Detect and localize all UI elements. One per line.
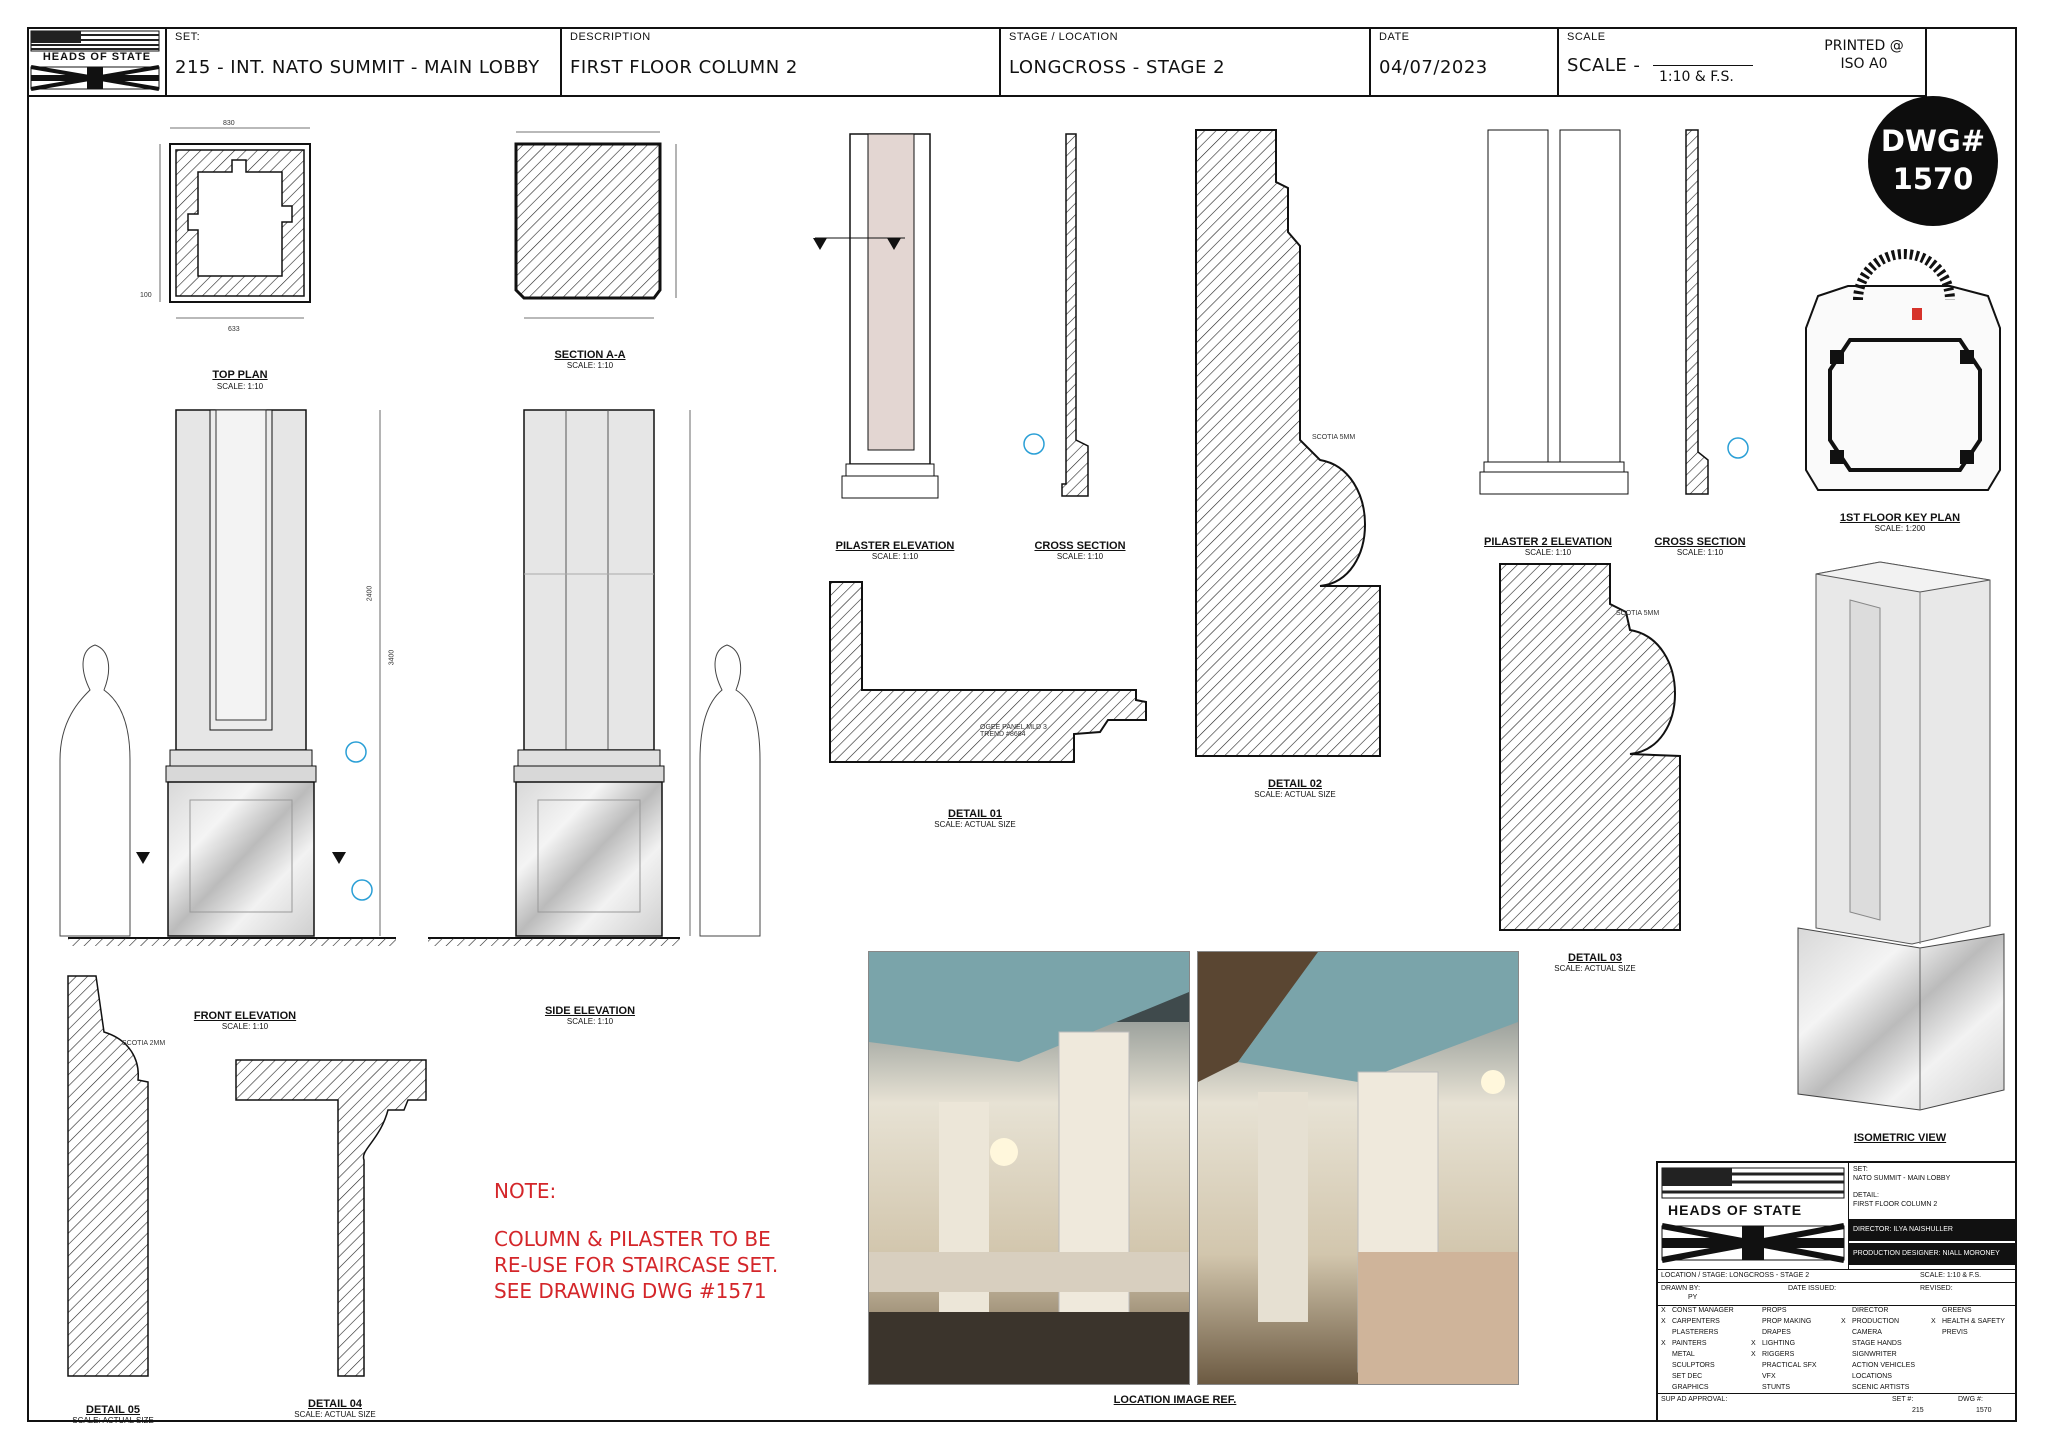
badge-line-1: DWG# [1880, 124, 1986, 158]
tb-date-issued: DATE ISSUED: [1788, 1285, 1837, 1292]
tb-dept-mark: X [1751, 1351, 1756, 1358]
scotia-callout-3: SCOTIA 2MM [122, 1040, 166, 1047]
tb-dwg-caption: DWG #: [1958, 1396, 1983, 1403]
key-plan-label: 1ST FLOOR KEY PLAN [1839, 512, 1961, 524]
cross-section-1-drawing [1024, 134, 1088, 496]
dim-830: 830 [223, 120, 235, 127]
scale-value: SCALE - [1567, 55, 1641, 76]
detail-05-scale: SCALE: ACTUAL SIZE [72, 1416, 154, 1425]
key-plan-scale: SCALE: 1:200 [1874, 524, 1926, 533]
note-block [494, 1178, 778, 1304]
dim-2400: 2400 [366, 585, 374, 602]
cross-section-2-scale: SCALE: 1:10 [1676, 548, 1724, 557]
tb-detail-value: FIRST FLOOR COLUMN 2 [1853, 1201, 1938, 1208]
tb-dept-label: STAGE HANDS [1852, 1340, 1902, 1347]
tb-dept-label: SET DEC [1672, 1373, 1703, 1380]
tb-set-caption: SET: [1853, 1166, 1868, 1173]
stage-value: LONGCROSS - STAGE 2 [1009, 57, 1226, 78]
tb-dept-label: PRACTICAL SFX [1762, 1362, 1817, 1369]
front-elevation-label: FRONT ELEVATION [193, 1010, 297, 1022]
note-title: NOTE: [494, 1179, 557, 1203]
tb-dept-label: LOCATIONS [1852, 1373, 1892, 1380]
pilaster-2-elevation-drawing [1480, 130, 1628, 494]
cross-section-1-label: CROSS SECTION [1034, 540, 1126, 552]
tb-designer: PRODUCTION DESIGNER: NIALL MORONEY [1849, 1243, 2015, 1265]
tb-dept-label: PLASTERERS [1672, 1329, 1719, 1336]
logo-text: HEADS OF STATE [42, 51, 152, 63]
front-elevation-scale: SCALE: 1:10 [221, 1022, 269, 1031]
tb-dept-label: CAMERA [1852, 1329, 1882, 1336]
tb-director: DIRECTOR: ILYA NAISHULLER [1849, 1219, 2015, 1241]
printed-line-1: PRINTED @ [1824, 38, 1904, 54]
tb-dept-label: DRAPES [1762, 1329, 1791, 1336]
tb-revised: REVISED: [1920, 1285, 1953, 1292]
top-plan-label: TOP PLAN [212, 369, 268, 381]
tb-location: LOCATION / STAGE: LONGCROSS - STAGE 2 [1661, 1272, 1810, 1279]
detail-02-scale: SCALE: ACTUAL SIZE [1254, 790, 1336, 799]
detail-02-label: DETAIL 02 [1268, 778, 1322, 790]
photo-2-graphic [1198, 952, 1518, 1384]
scale-caption: SCALE [1567, 31, 1606, 43]
detail-02-drawing [1196, 130, 1380, 756]
note-line-2: RE-USE FOR STAIRCASE SET. [494, 1253, 779, 1277]
tb-dept-label: CARPENTERS [1672, 1318, 1720, 1325]
detail-01-label: DETAIL 01 [948, 808, 1002, 820]
tb-dept-label: PROPS [1762, 1307, 1787, 1314]
cross-section-1-scale: SCALE: 1:10 [1056, 552, 1104, 561]
section-aa-drawing [516, 132, 676, 318]
date-caption: DATE [1379, 31, 1410, 43]
cross-section-2-label: CROSS SECTION [1654, 536, 1746, 548]
pilaster-elevation-label: PILASTER ELEVATION [835, 540, 955, 552]
section-aa-scale: SCALE: 1:10 [566, 361, 614, 370]
detail-05-label: DETAIL 05 [86, 1404, 140, 1416]
tb-dept-label: PREVIS [1942, 1329, 1968, 1336]
tb-dept-label: SCULPTORS [1672, 1362, 1715, 1369]
detail-04-drawing [236, 1060, 426, 1376]
badge-line-2: 1570 [1892, 162, 1974, 196]
tb-dept-label: HEALTH & SAFETY [1942, 1318, 2005, 1325]
detail-03-scale: SCALE: ACTUAL SIZE [1554, 964, 1636, 973]
tb-dept-label: PAINTERS [1672, 1340, 1707, 1347]
top-plan-scale: SCALE: 1:10 [216, 382, 264, 391]
tb-dept-label: LIGHTING [1762, 1340, 1796, 1347]
dim-100: 100 [140, 292, 152, 299]
set-value: 215 - INT. NATO SUMMIT - MAIN LOBBY [175, 57, 540, 78]
detail-05-drawing [68, 976, 148, 1376]
tb-dept-label: GRAPHICS [1672, 1384, 1709, 1391]
tb-dept-mark: X [1931, 1318, 1936, 1325]
detail-03-label: DETAIL 03 [1568, 952, 1622, 964]
side-elevation-drawing [428, 410, 690, 946]
tb-set-no-caption: SET #: [1892, 1396, 1914, 1403]
scotia-callout-1: SCOTIA 5MM [1312, 434, 1356, 441]
note-line-1: COLUMN & PILASTER TO BE [494, 1227, 771, 1251]
pilaster-elevation-scale: SCALE: 1:10 [871, 552, 919, 561]
tb-dept-label: PROP MAKING [1762, 1318, 1812, 1325]
cross-section-2-drawing [1686, 130, 1748, 494]
top-plan-drawing [160, 128, 310, 318]
tb-dept-mark: X [1751, 1340, 1756, 1347]
tb-dept-label: SCENIC ARTISTS [1852, 1384, 1910, 1391]
tb-dept-label: RIGGERS [1762, 1351, 1795, 1358]
tb-dwg-no: 1570 [1976, 1407, 1992, 1414]
date-value: 04/07/2023 [1379, 57, 1488, 78]
scale-ratio: 1:10 & F.S. [1659, 69, 1734, 85]
tb-drawn-by: DRAWN BY: [1661, 1285, 1701, 1292]
tb-dept-label: GREENS [1942, 1307, 1972, 1314]
tb-dept-mark: X [1661, 1318, 1666, 1325]
tb-scale: SCALE: 1:10 & F.S. [1920, 1272, 1982, 1279]
tb-dept-label: PRODUCTION [1852, 1318, 1900, 1325]
tb-dept-label: STUNTS [1762, 1384, 1790, 1391]
location-photo-2 [1197, 951, 1519, 1385]
tb-dept-mark: X [1661, 1307, 1666, 1314]
pilaster-elevation-drawing [813, 134, 938, 498]
tb-logo-text: HEADS OF STATE [1668, 1202, 1803, 1218]
detail-01-scale: SCALE: ACTUAL SIZE [934, 820, 1016, 829]
ogee-callout: OGEE PANEL MLD 3 TREND #8684 [980, 724, 1047, 738]
tb-dept-mark: X [1661, 1340, 1666, 1347]
location-ref-label: LOCATION IMAGE REF. [1113, 1394, 1237, 1406]
dim-3400: 3400 [388, 649, 396, 666]
photo-1-graphic [869, 952, 1189, 1384]
tb-dept-label: METAL [1672, 1351, 1695, 1358]
stage-caption: STAGE / LOCATION [1009, 31, 1119, 43]
side-elevation-label: SIDE ELEVATION [544, 1005, 636, 1017]
tb-dept-mark: X [1841, 1318, 1846, 1325]
isometric-label: ISOMETRIC VIEW [1853, 1132, 1947, 1144]
tb-drawn-by-value: PY [1688, 1294, 1698, 1301]
printed-line-2: ISO A0 [1840, 56, 1888, 72]
pilaster-2-elevation-scale: SCALE: 1:10 [1524, 548, 1572, 557]
title-block [1656, 1161, 2017, 1422]
detail-04-label: DETAIL 04 [308, 1398, 362, 1410]
isometric-column-drawing [1798, 562, 2004, 1110]
tb-detail-caption: DETAIL: [1853, 1192, 1879, 1199]
location-photo-1 [868, 951, 1190, 1385]
side-elevation-scale: SCALE: 1:10 [566, 1017, 614, 1026]
section-aa-label: SECTION A-A [554, 349, 626, 361]
tb-sup-approval: SUP AD APPROVAL: [1661, 1396, 1728, 1403]
pilaster-2-elevation-label: PILASTER 2 ELEVATION [1484, 536, 1612, 548]
set-caption: SET: [175, 31, 201, 43]
scotia-callout-2: SCOTIA 5MM [1616, 610, 1660, 617]
detail-04-scale: SCALE: ACTUAL SIZE [294, 1410, 376, 1419]
tb-set-no: 215 [1912, 1407, 1924, 1414]
tb-dept-label: ACTION VEHICLES [1852, 1362, 1916, 1369]
tb-dept-label: DIRECTOR [1852, 1307, 1889, 1314]
description-value: FIRST FLOOR COLUMN 2 [570, 57, 798, 78]
tb-dept-label: VFX [1762, 1373, 1776, 1380]
description-caption: DESCRIPTION [570, 31, 651, 43]
detail-03-drawing [1500, 564, 1680, 930]
tb-dept-label: SIGNWRITER [1852, 1351, 1897, 1358]
tb-dept-label: CONST MANAGER [1672, 1307, 1734, 1314]
dim-633: 633 [228, 326, 240, 333]
note-line-3: SEE DRAWING DWG #1571 [494, 1279, 767, 1303]
key-plan-drawing [1806, 254, 2000, 490]
tb-set-value: NATO SUMMIT - MAIN LOBBY [1853, 1175, 1951, 1182]
